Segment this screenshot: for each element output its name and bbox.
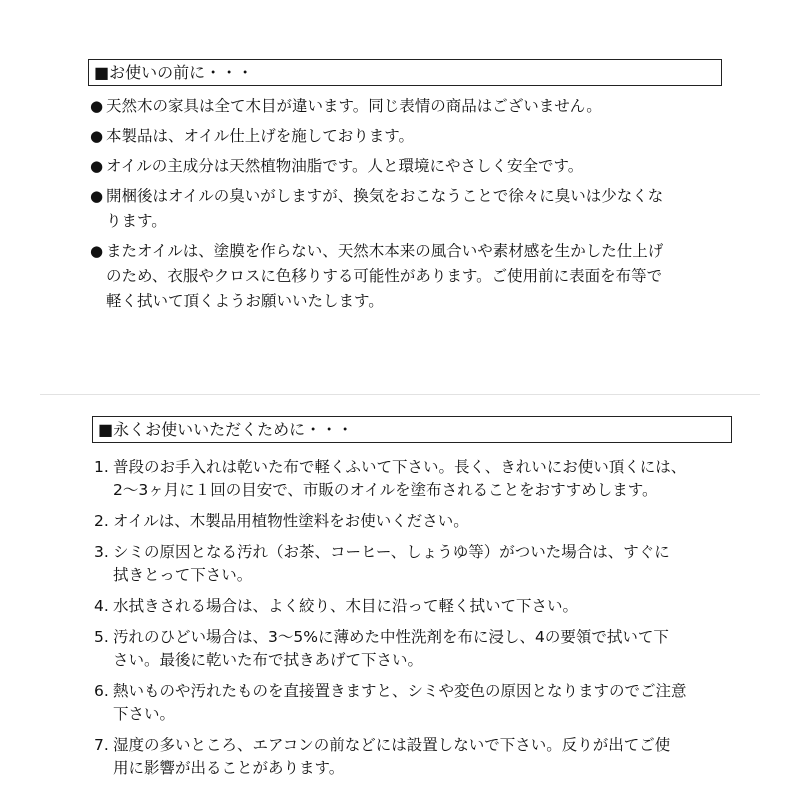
- list-item: [94, 456, 734, 502]
- list-item-text: オイルの主成分は天然植物油脂です。人と環境にやさしく安全です。: [106, 157, 584, 175]
- list-item: [90, 239, 730, 314]
- list-item-text: 水拭きされる場合は、よく絞り、木目に沿って軽く拭いて下さい。: [113, 597, 579, 615]
- list-item-text: シミの原因となる汚れ（お茶、コーヒー、しょうゆ等）がついた場合は、すぐに 拭きとって下さい。: [113, 543, 670, 584]
- list-item: [94, 680, 734, 726]
- list-item: [90, 154, 730, 179]
- list-item: [90, 94, 730, 119]
- care-instructions-list: [94, 456, 734, 788]
- list-item: [90, 184, 730, 234]
- list-item-text: オイルは、木製品用植物性塗料をお使いください。: [113, 512, 469, 530]
- list-item-text: 本製品は、オイル仕上げを施しております。: [106, 127, 414, 145]
- list-item-text: 湿度の多いところ、エアコンの前などには設置しないで下さい。反りが出てご使 用に影響が出ることがあります。: [113, 736, 671, 777]
- list-item: [94, 734, 734, 780]
- bullet-icon: ●: [90, 97, 104, 115]
- item-number: 6.: [94, 682, 109, 700]
- item-number: 3.: [94, 543, 109, 561]
- bullet-icon: ●: [90, 187, 104, 205]
- bullet-icon: ●: [90, 242, 104, 260]
- list-item-text: 普段のお手入れは乾いた布で軽くふいて下さい。長く、きれいにお使い頂くには、 2～3ヶ月に１回の目安で、市販のオイルを塗布されることをおすすめします。: [113, 458, 687, 499]
- list-item: [94, 541, 734, 587]
- list-item-text: 天然木の家具は全て木目が違います。同じ表情の商品はございません。: [106, 97, 602, 115]
- list-item-text: 汚れのひどい場合は、3～5%に薄めた中性洗剤を布に浸し、4の要領で拭いて下 さい。最後に乾いた布で拭きあげて下さい。: [113, 628, 669, 669]
- item-number: 5.: [94, 628, 109, 646]
- list-item-text: 熱いものや汚れたものを直接置きますと、シミや変色の原因となりますのでご注意 下さい。: [113, 682, 687, 723]
- bullet-icon: ●: [90, 157, 104, 175]
- bullet-icon: ●: [90, 127, 104, 145]
- list-item-text: またオイルは、塗膜を作らない、天然木本来の風合いや素材感を生かした仕上げ のため、衣服やクロスに色移りする可能性があります。ご使用前に表面を布等で 軽く拭いて頂くようお願いいたします。: [106, 242, 664, 310]
- section-heading-text: ■永くお使いいただくために・・・: [98, 420, 354, 439]
- item-number: 4.: [94, 597, 109, 615]
- list-item: [90, 124, 730, 149]
- item-number: 7.: [94, 736, 109, 754]
- section-heading-before-use: [88, 59, 722, 86]
- item-number: 2.: [94, 512, 109, 530]
- section-divider: [40, 394, 760, 395]
- item-number: 1.: [94, 458, 109, 476]
- list-item: [94, 626, 734, 672]
- list-item-text: 開梱後はオイルの臭いがしますが、換気をおこなうことで徐々に臭いは少なくな ります。: [106, 187, 664, 230]
- before-use-list: [90, 94, 730, 319]
- section-heading-care: [92, 416, 732, 443]
- section-heading-text: ■お使いの前に・・・: [94, 63, 254, 82]
- list-item: [94, 595, 734, 618]
- list-item: [94, 510, 734, 533]
